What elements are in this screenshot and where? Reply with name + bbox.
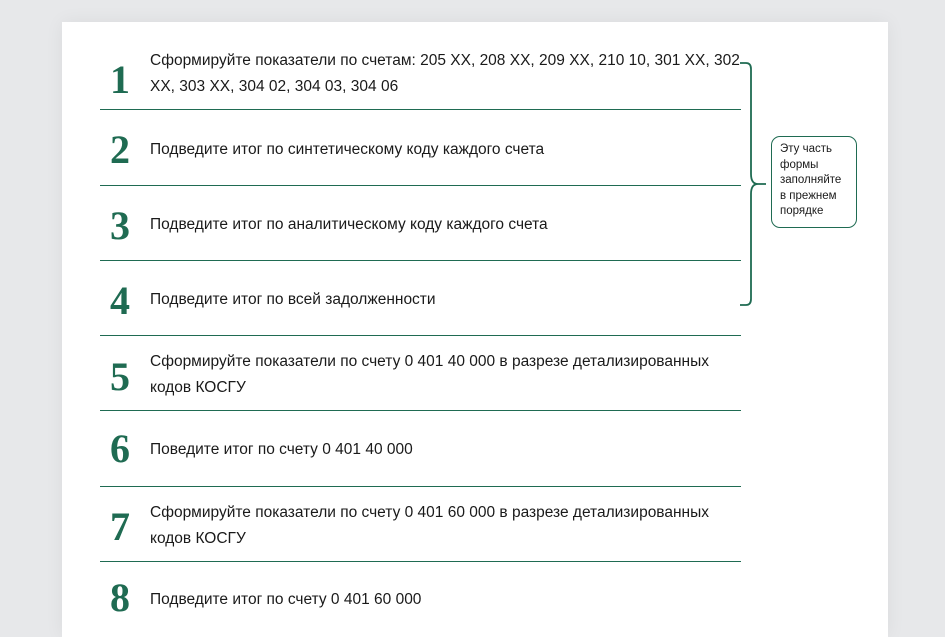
step-6 <box>62 411 742 486</box>
step-2 <box>62 110 742 185</box>
step-number: 5 <box>110 354 130 399</box>
step-text: Подведите итог по всей задолженности <box>150 291 436 308</box>
step-text: Сформируйте показатели по счетам: 205 ХХ, 208 ХХ, 209 ХХ, 210 10, 301 ХХ, 302 ХХ, 303 ХХ, 304 02, 304 03, 304 06 <box>150 52 740 95</box>
step-7 <box>62 487 742 562</box>
step-text: Поведите итог по счету 0 401 40 000 <box>150 441 413 458</box>
step-text: Подведите итог по счету 0 401 60 000 <box>150 591 422 608</box>
curly-brace <box>738 62 768 306</box>
callout-note: Эту часть формы заполняйте в прежнем порядке <box>771 136 857 228</box>
step-number: 3 <box>110 203 130 248</box>
step-1 <box>62 48 742 112</box>
step-text: Подведите итог по синтетическому коду каждого счета <box>150 141 545 158</box>
step-5 <box>62 336 742 411</box>
step-3 <box>62 186 742 261</box>
step-number: 4 <box>110 278 130 323</box>
step-number: 1 <box>110 57 130 102</box>
document-page <box>62 22 888 637</box>
step-text: Подведите итог по аналитическому коду каждого счета <box>150 216 548 233</box>
step-number: 6 <box>110 426 130 471</box>
step-text: Сформируйте показатели по счету 0 401 40 000 в разрезе детализированных кодов КОСГУ <box>150 353 709 396</box>
step-4 <box>62 261 742 336</box>
step-number: 8 <box>110 575 130 620</box>
step-8 <box>62 562 742 637</box>
step-number: 2 <box>110 127 130 172</box>
step-number: 7 <box>110 504 130 549</box>
step-text: Сформируйте показатели по счету 0 401 60 000 в разрезе детализированных кодов КОСГУ <box>150 504 709 547</box>
